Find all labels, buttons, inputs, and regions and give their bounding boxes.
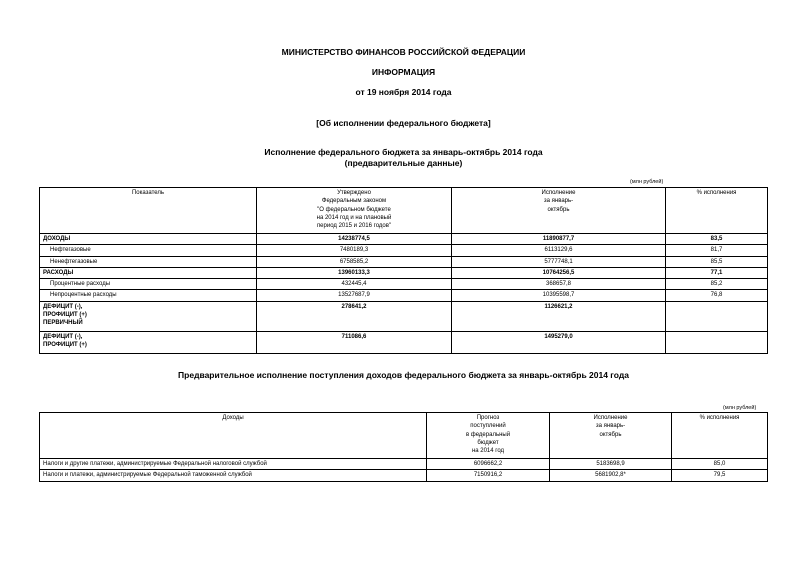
executed-value: 11890877,7 — [452, 234, 666, 245]
approved-value: 7480189,3 — [257, 245, 452, 256]
table-row — [40, 256, 768, 267]
executed-value: 1126621,2 — [452, 301, 666, 331]
document-type: ИНФОРМАЦИЯ — [371, 67, 436, 77]
row-label: Процентные расходы — [40, 279, 257, 290]
revenue-table — [39, 412, 768, 482]
ministry-title: МИНИСТЕРСТВО ФИНАНСОВ РОССИЙСКОЙ ФЕДЕРАЦИИ — [281, 47, 526, 57]
percent-value: 77,1 — [666, 267, 768, 278]
table2-unit: (млн рублей) — [723, 405, 757, 411]
approved-value: 278641,2 — [257, 301, 452, 331]
table-row — [40, 331, 768, 353]
row-label: ДЕФИЦИТ (-), ПРОФИЦИТ (+) — [40, 331, 257, 353]
forecast-value: 6096662,2 — [427, 459, 550, 470]
budget-execution-table — [39, 187, 768, 354]
percent-value: 85,0 — [672, 459, 768, 470]
header-percent: % исполнения — [672, 413, 768, 459]
table-row — [40, 290, 768, 301]
table-row — [40, 234, 768, 245]
table-header-row — [40, 188, 768, 234]
table2-title: Предварительное исполнение поступления доходов федерального бюджета за январь-октябрь 2014 года — [178, 370, 629, 380]
document-subject: [Об исполнении федерального бюджета] — [316, 118, 491, 128]
header-forecast: Прогноз поступлений в федеральный бюджет на 2014 год — [427, 413, 550, 459]
percent-value: 79,5 — [672, 470, 768, 481]
percent-value: 85,5 — [666, 256, 768, 267]
table-row — [40, 267, 768, 278]
table-row — [40, 301, 768, 331]
header-approved: Утверждено Федеральным законом "О федеральном бюджете на 2014 год и на плановый период 2015 и 2016 годов" — [257, 188, 452, 234]
row-label: РАСХОДЫ — [40, 267, 257, 278]
approved-value: 14238774,5 — [257, 234, 452, 245]
row-label: Налоги и другие платежи, администрируемые Федеральной налоговой службой — [40, 459, 427, 470]
header-executed: Исполнение за январь- октябрь — [452, 188, 666, 234]
forecast-value: 7150916,2 — [427, 470, 550, 481]
executed-value: 5183698,9 — [550, 459, 672, 470]
executed-value: 5777748,1 — [452, 256, 666, 267]
approved-value: 13527687,9 — [257, 290, 452, 301]
approved-value: 13960133,3 — [257, 267, 452, 278]
approved-value: 432445,4 — [257, 279, 452, 290]
executed-value: 5681902,8* — [550, 470, 672, 481]
row-label: Ненефтегазовые — [40, 256, 257, 267]
table-row — [40, 459, 768, 470]
percent-value: 83,5 — [666, 234, 768, 245]
approved-value: 711086,6 — [257, 331, 452, 353]
executed-value: 1495279,0 — [452, 331, 666, 353]
percent-value: 85,2 — [666, 279, 768, 290]
approved-value: 6758585,2 — [257, 256, 452, 267]
document-date: от 19 ноября 2014 года — [355, 87, 452, 97]
executed-value: 10395598,7 — [452, 290, 666, 301]
header-percent: % исполнения — [666, 188, 768, 234]
percent-value: 81,7 — [666, 245, 768, 256]
row-label: Налоги и платежи, администрируемые Федеральной таможенной службой — [40, 470, 427, 481]
header-revenue: Доходы — [40, 413, 427, 459]
row-label: ДЕФИЦИТ (-), ПРОФИЦИТ (+) ПЕРВИЧНЫЙ — [40, 301, 257, 331]
header-indicator: Показатель — [40, 188, 257, 234]
header-executed: Исполнение за январь- октябрь — [550, 413, 672, 459]
table1-title: Исполнение федерального бюджета за январь-октябрь 2014 года — [264, 147, 543, 157]
percent-value: 76,8 — [666, 290, 768, 301]
row-label: Нефтегазовые — [40, 245, 257, 256]
table1-unit: (млн рублей) — [630, 179, 664, 185]
table-row — [40, 279, 768, 290]
executed-value: 10764256,5 — [452, 267, 666, 278]
percent-value — [666, 301, 768, 331]
table-row — [40, 470, 768, 481]
table1-subtitle: (предварительные данные) — [344, 158, 463, 168]
row-label: Непроцентные расходы — [40, 290, 257, 301]
executed-value: 368657,8 — [452, 279, 666, 290]
percent-value — [666, 331, 768, 353]
executed-value: 6113129,6 — [452, 245, 666, 256]
table-row — [40, 245, 768, 256]
row-label: ДОХОДЫ — [40, 234, 257, 245]
table-header-row — [40, 413, 768, 459]
